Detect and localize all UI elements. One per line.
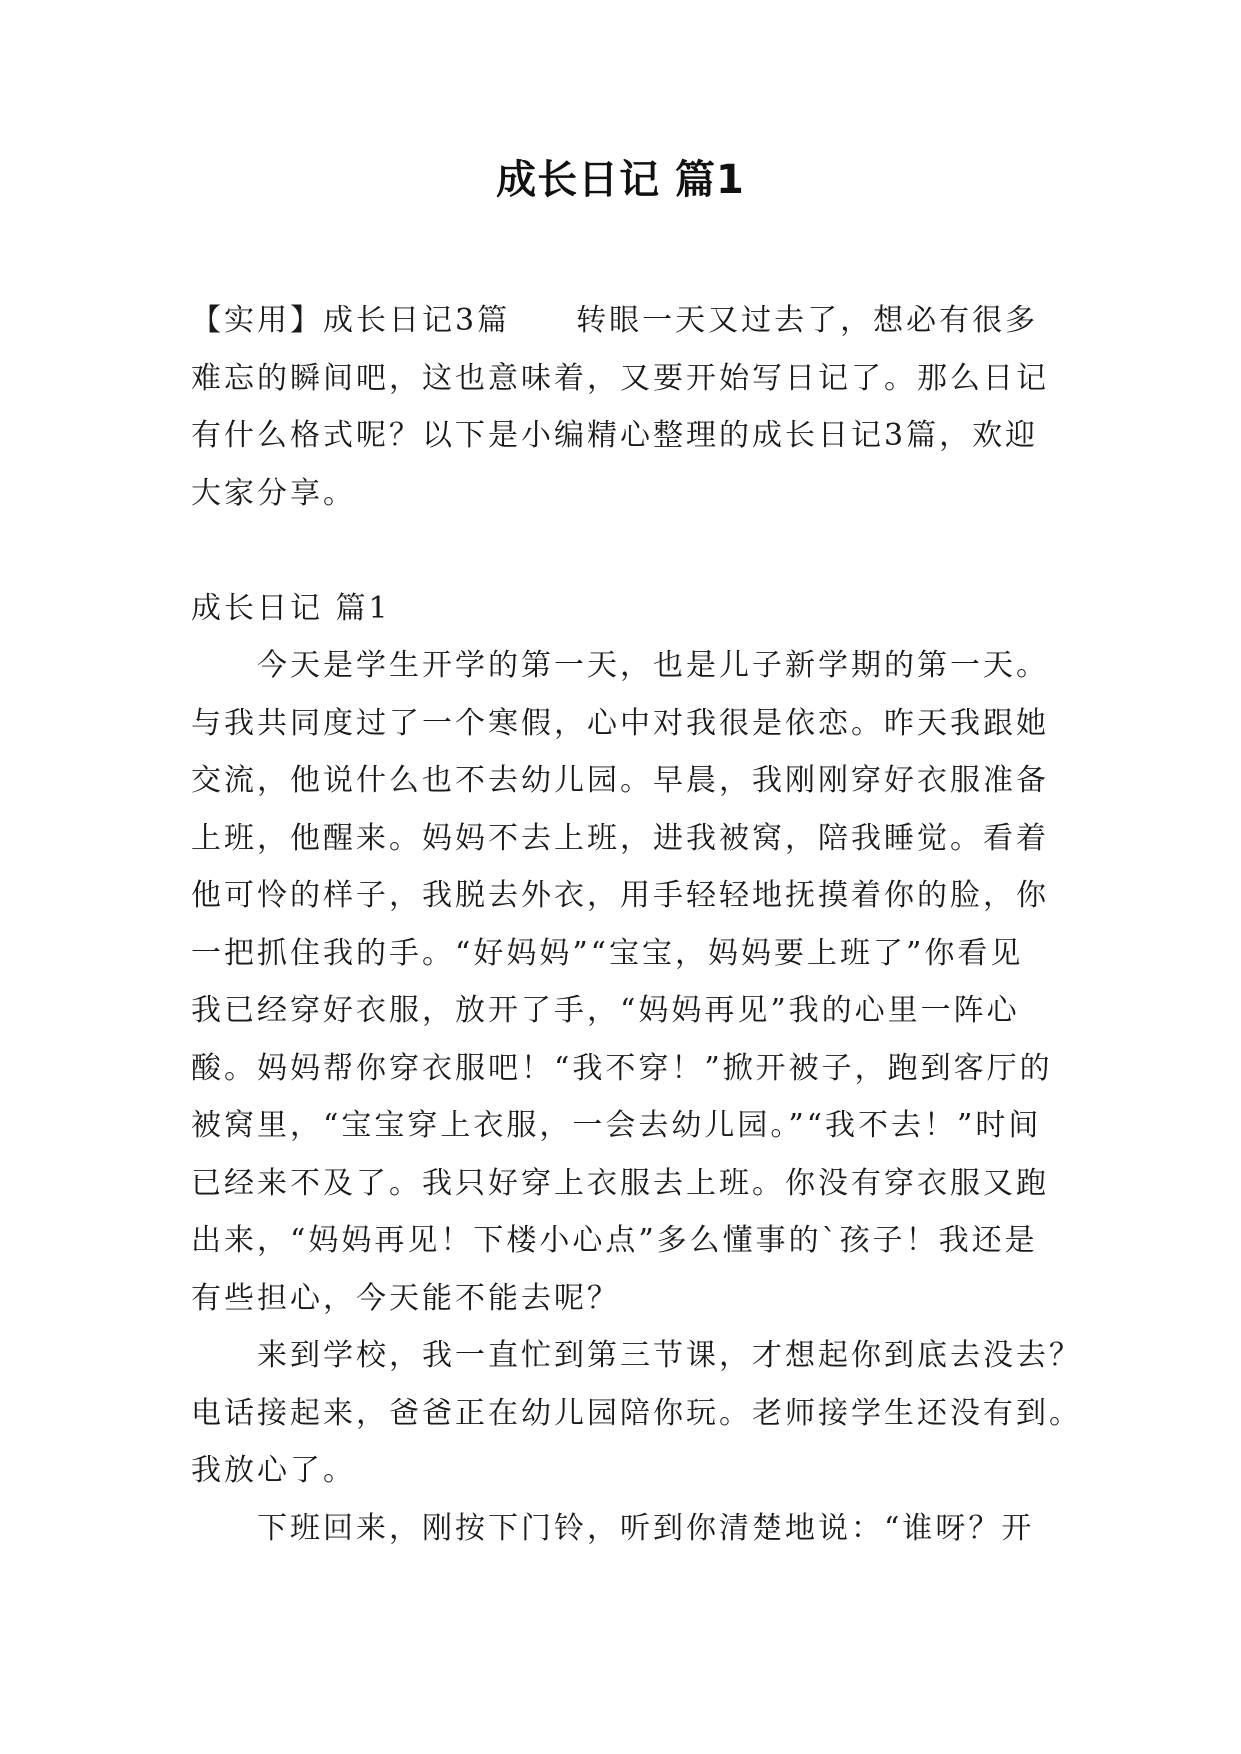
intro-line: 难忘的瞬间吧，这也意味着，又要开始写日记了。那么日记 bbox=[191, 360, 1049, 396]
body-line: 电话接起来，爸爸正在幼儿园陪你玩。老师接学生还没有到。 bbox=[191, 1395, 1082, 1431]
body-line: 与我共同度过了一个寒假，心中对我很是依恋。昨天我跟她 bbox=[191, 705, 1049, 741]
body-line: 我放心了。 bbox=[191, 1453, 356, 1488]
body-line: 一把抓住我的手。“好妈妈”“宝宝，妈妈要上班了”你看见 bbox=[191, 935, 1024, 971]
intro-line: 【实用】成长日记3篇 转眼一天又过去了，想必有很多 bbox=[191, 303, 1039, 338]
body-line: 交流，他说什么也不去幼儿园。早晨，我刚刚穿好衣服准备 bbox=[191, 763, 1049, 798]
intro-line: 有什么格式呢？以下是小编精心整理的成长日记3篇，欢迎 bbox=[191, 418, 1039, 453]
body-line: 今天是学生开学的第一天，也是儿子新学期的第一天。 bbox=[191, 648, 1049, 683]
body-line: 已经来不及了。我只好穿上衣服去上班。你没有穿衣服又跑 bbox=[191, 1165, 1049, 1201]
body-line: 酸。妈妈帮你穿衣服吧！“我不穿！”掀开被子，跑到客厅的 bbox=[191, 1050, 1053, 1086]
section-heading: 成长日记 篇1 bbox=[191, 590, 391, 626]
body-line: 我已经穿好衣服，放开了手，“妈妈再见”我的心里一阵心 bbox=[191, 993, 1020, 1028]
body-line: 下班回来，刚按下门铃，听到你清楚地说：“谁呀？开 bbox=[191, 1510, 1035, 1546]
document-title: 成长日记 篇1 bbox=[496, 157, 745, 203]
body-line: 被窝里，“宝宝穿上衣服，一会去幼儿园。”“我不去！”时间 bbox=[191, 1108, 1042, 1143]
intro-line: 大家分享。 bbox=[191, 475, 356, 511]
paragraph-spacer bbox=[191, 522, 1061, 580]
body-line: 上班，他醒来。妈妈不去上班，进我被窝，陪我睡觉。看着 bbox=[191, 820, 1049, 856]
body-line: 有些担心，今天能不能去呢？ bbox=[191, 1280, 620, 1316]
document-body bbox=[191, 292, 1082, 1557]
body-line: 出来，“妈妈再见！下楼小心点”多么懂事的`孩子！我还是 bbox=[191, 1223, 1038, 1258]
body-line: 他可怜的样子，我脱去外衣，用手轻轻地抚摸着你的脸，你 bbox=[191, 878, 1049, 913]
body-line: 来到学校，我一直忙到第三节课，才想起你到底去没去？ bbox=[191, 1338, 1082, 1373]
